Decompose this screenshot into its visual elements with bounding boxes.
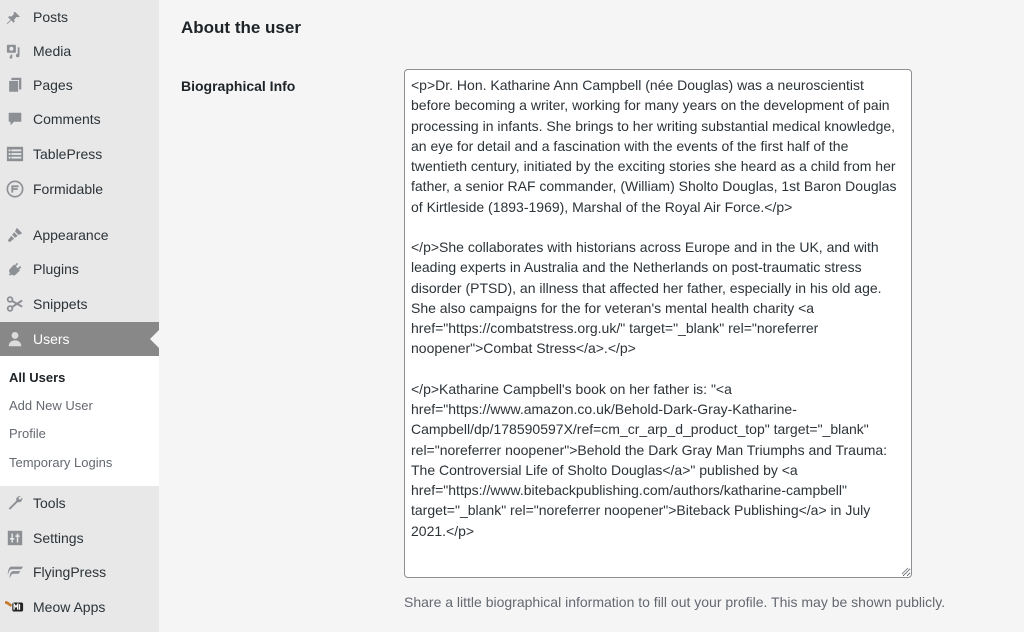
sidebar-item-appearance[interactable] [0,218,159,252]
sidebar-item-label: Media [33,43,72,59]
pages-icon [5,75,25,95]
formidable-icon [5,179,25,199]
sidebar-item-label: Comments [33,111,101,127]
table-icon [5,144,25,164]
comment-icon [5,109,25,129]
pushpin-icon [5,7,25,27]
submenu-item-temporary-logins[interactable]: Temporary Logins [9,455,113,470]
sidebar-item-comments[interactable] [0,102,159,136]
media-icon [5,41,25,61]
submenu-item-add-new-user[interactable]: Add New User [9,398,93,413]
submenu-item-profile[interactable]: Profile [9,426,46,441]
paintbrush-icon [5,225,25,245]
section-title: About the user [181,18,301,37]
bio-label: Biographical Info [181,78,296,94]
sidebar-item-label: Appearance [33,227,109,243]
sidebar-item-label: Meow Apps [33,599,106,615]
meow-apps-icon [5,597,25,617]
sidebar-item-label: Tools [33,495,66,511]
users-submenu [0,356,159,486]
sidebar-item-users[interactable] [0,322,159,356]
biographical-info-textarea[interactable] [404,69,912,578]
user-icon [5,329,25,349]
sidebar-item-label: TablePress [33,146,103,162]
sidebar-item-posts[interactable] [0,0,159,34]
wrench-icon [5,493,25,513]
sidebar-item-formidable[interactable] [0,172,159,206]
sidebar-item-label: Posts [33,9,69,25]
sidebar-item-settings[interactable] [0,521,159,555]
sidebar-item-label: Plugins [33,261,79,277]
sidebar-item-meow-apps[interactable] [0,590,159,624]
sidebar-item-label: Formidable [33,181,104,197]
scissors-icon [5,294,25,314]
sidebar-item-tablepress[interactable] [0,137,159,171]
admin-sidebar [0,0,159,632]
sliders-icon [5,528,25,548]
sidebar-item-media[interactable] [0,34,159,68]
sidebar-item-plugins[interactable] [0,252,159,286]
flyingpress-icon [5,562,25,582]
active-indicator-arrow [150,330,159,348]
sidebar-item-label: Settings [33,530,84,546]
sidebar-item-label: FlyingPress [33,564,107,580]
submenu-item-all-users[interactable]: All Users [9,370,66,385]
sidebar-item-pages[interactable] [0,68,159,102]
sidebar-item-label: Users [33,331,70,347]
sidebar-item-flyingpress[interactable] [0,555,159,589]
sidebar-item-tools[interactable] [0,486,159,520]
plug-icon [5,259,25,279]
bio-description: Share a little biographical information to fill out your profile. This may be shown publicly. [404,594,946,610]
sidebar-item-label: Snippets [33,296,88,312]
sidebar-item-label: Pages [33,77,73,93]
sidebar-item-snippets[interactable] [0,287,159,321]
